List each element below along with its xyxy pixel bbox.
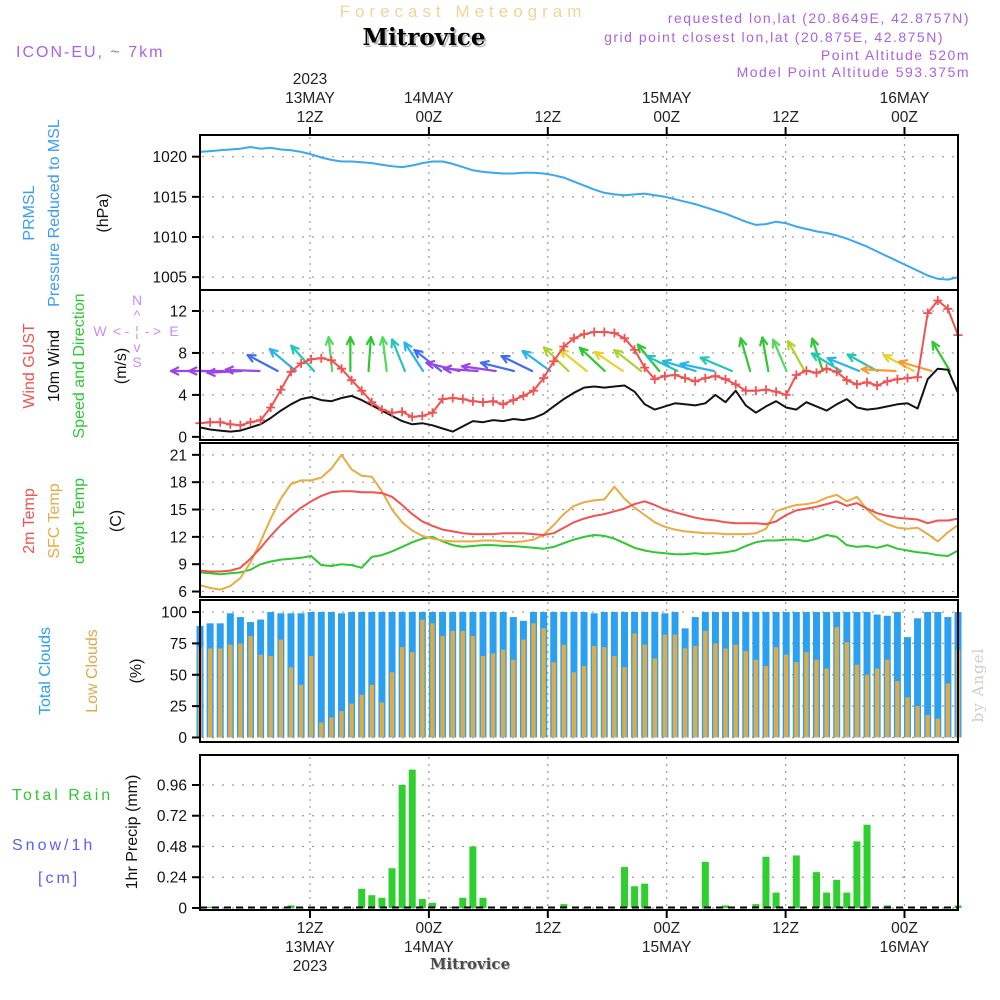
- precip-bar: [813, 872, 820, 908]
- low-clouds-bar: [774, 647, 778, 737]
- bottom-date-label: 15MAY: [641, 939, 692, 956]
- low-clouds-bar: [885, 660, 889, 738]
- low-clouds-bar: [592, 646, 596, 738]
- y-tick-label: 12: [169, 529, 187, 547]
- low-clouds-label: Low Clouds: [84, 629, 101, 713]
- wind-direction-arrow: [189, 368, 223, 375]
- low-clouds-bar: [875, 668, 879, 737]
- footer-station-label: Mitrovice: [429, 955, 511, 973]
- low-clouds-bar: [835, 627, 839, 737]
- precip-bar: [469, 846, 476, 908]
- low-clouds-bar: [329, 717, 333, 737]
- low-clouds-bar: [339, 711, 343, 737]
- bottom-date-label: 00Z: [891, 920, 918, 937]
- low-clouds-bar: [521, 640, 525, 738]
- precip-bar: [358, 889, 365, 908]
- precip-bar: [389, 868, 396, 908]
- top-date-label: 14MAY: [404, 90, 454, 107]
- low-clouds-bar: [461, 631, 465, 738]
- low-clouds-bar: [279, 640, 283, 738]
- low-clouds-bar: [248, 636, 252, 738]
- bottom-date-label: 16MAY: [879, 939, 930, 956]
- top-date-label: 2023: [292, 71, 328, 88]
- low-clouds-bar: [511, 660, 515, 738]
- low-clouds-bar: [693, 646, 697, 738]
- precip-bar: [399, 785, 406, 908]
- bottom-date-label: 13MAY: [285, 939, 335, 956]
- precip-bar: [641, 884, 648, 908]
- low-clouds-bar: [824, 668, 828, 737]
- precip-bar: [773, 893, 780, 908]
- top-date-label: 15MAY: [641, 90, 692, 107]
- bottom-date-label: 12Z: [534, 920, 562, 937]
- top-date-label: 12Z: [296, 109, 324, 126]
- low-clouds-bar: [380, 702, 384, 737]
- low-clouds-bar: [915, 706, 919, 737]
- panel-temp: [170, 443, 958, 601]
- precip-bar: [368, 895, 375, 908]
- y-tick-label: 0.48: [156, 838, 187, 856]
- compass-center: ¦: [135, 323, 139, 339]
- y-tick-label: 18: [169, 474, 187, 492]
- cm-label: [cm]: [38, 870, 81, 887]
- temp-dewpt-label: dewpt Temp: [71, 478, 88, 564]
- panel-clouds: [161, 600, 961, 747]
- precip-bar: [823, 893, 830, 908]
- low-clouds-bar: [309, 656, 313, 738]
- precip-bar: [722, 905, 729, 908]
- low-clouds-bar: [572, 672, 576, 737]
- y-tick-label: 25: [169, 698, 187, 716]
- low-clouds-bar: [400, 647, 404, 737]
- precip-bar: [459, 898, 466, 908]
- low-clouds-bar: [612, 656, 616, 738]
- low-clouds-bar: [501, 650, 505, 738]
- y-tick-label: 1005: [152, 269, 187, 287]
- y-tick-label: 21: [169, 447, 187, 465]
- grid-point-text: grid point closest lon,lat (20.875E, 42.875N): [604, 29, 944, 45]
- temp-2m-label: 2m Temp: [21, 488, 38, 554]
- wind-direction-arrow: [367, 337, 374, 371]
- model-point-altitude-text: Model Point Altitude 593.375m: [736, 64, 970, 80]
- precip-bar: [702, 862, 709, 908]
- low-clouds-bar: [450, 631, 454, 738]
- wind-direction-arrow: [884, 355, 914, 371]
- model-name-label: ICON-EU, ~ 7km: [16, 44, 165, 61]
- panel-border: [200, 755, 958, 910]
- low-clouds-bar: [390, 672, 394, 737]
- low-clouds-bar: [713, 643, 717, 737]
- station-title: Mitrovice: [362, 24, 486, 51]
- precip-bar: [793, 855, 800, 908]
- low-clouds-bar: [663, 635, 667, 738]
- precip-bar: [864, 825, 871, 908]
- wind-direction-arrow: [862, 366, 896, 373]
- y-tick-label: 1020: [152, 149, 187, 167]
- low-clouds-bar: [622, 667, 626, 737]
- low-clouds-bar: [218, 648, 222, 737]
- low-clouds-bar: [420, 620, 424, 738]
- bottom-date-label: 00Z: [653, 920, 681, 937]
- wind-direction-arrow: [326, 337, 333, 371]
- low-clouds-bar: [541, 628, 545, 737]
- low-clouds-bar: [349, 704, 353, 738]
- precip-bar: [378, 898, 385, 908]
- low-clouds-bar: [703, 631, 707, 738]
- ms-unit-label: (m/s): [113, 347, 130, 385]
- y-tick-label: 12: [169, 303, 187, 321]
- bottom-date-label: 2023: [292, 958, 328, 975]
- low-clouds-bar: [673, 635, 677, 738]
- wind-direction-arrow: [932, 342, 950, 371]
- y-tick-label: 8: [178, 345, 187, 363]
- low-clouds-bar: [269, 656, 273, 738]
- wind-direction-arrow: [414, 350, 441, 371]
- bottom-date-label: 12Z: [296, 920, 324, 937]
- pressure-reduced-label: Pressure Reduced to MSL: [46, 119, 63, 307]
- low-clouds-bar: [299, 685, 303, 738]
- wind-direction-arrow: [773, 340, 787, 371]
- low-clouds-bar: [360, 695, 364, 738]
- precip-bar: [762, 857, 769, 908]
- wind-direction-arrow: [347, 337, 354, 371]
- low-clouds-bar: [410, 652, 414, 737]
- y-tick-label: 9: [178, 556, 187, 574]
- precip-bar: [479, 898, 486, 908]
- precip-bar: [843, 893, 850, 908]
- low-clouds-bar: [430, 623, 434, 737]
- compass-e: E: [169, 323, 179, 339]
- watermark-by-angel: by Angel: [969, 647, 987, 723]
- low-clouds-bar: [794, 662, 798, 737]
- wind-gust-label: Wind GUST: [21, 323, 38, 409]
- y-tick-label: 1010: [152, 229, 187, 247]
- precip-unit-label: 1hr Precip (mm): [124, 774, 141, 890]
- low-clouds-bar: [925, 715, 929, 738]
- panel-precip: [157, 755, 962, 918]
- low-clouds-bar: [895, 681, 899, 737]
- wind-direction-arrow: [739, 338, 750, 371]
- y-tick-label: 15: [169, 502, 187, 520]
- low-clouds-bar: [784, 655, 788, 738]
- y-tick-label: 4: [178, 387, 187, 405]
- point-altitude-text: Point Altitude 520m: [820, 47, 970, 63]
- top-date-label: 00Z: [891, 109, 918, 126]
- low-clouds-bar: [319, 722, 323, 737]
- low-clouds-bar: [683, 648, 687, 737]
- y-tick-label: 0.72: [156, 808, 187, 826]
- compass-dash-right: -: [144, 323, 150, 339]
- compass-up-arrow: ^: [133, 307, 141, 323]
- y-tick-label: 100: [161, 604, 187, 622]
- low-clouds-bar: [936, 719, 940, 738]
- low-clouds-bar: [865, 675, 869, 738]
- series-wind-gust: [200, 301, 958, 426]
- low-clouds-bar: [602, 647, 606, 737]
- y-tick-label: 50: [169, 667, 187, 685]
- wind-direction-arrow: [760, 338, 768, 371]
- y-tick-label: 0: [178, 900, 187, 918]
- y-tick-label: 6: [178, 584, 187, 602]
- total-rain-label: Total Rain: [12, 787, 114, 804]
- top-date-label: 00Z: [415, 109, 443, 126]
- low-clouds-bar: [531, 623, 535, 737]
- low-clouds-bar: [440, 636, 444, 738]
- low-clouds-bar: [582, 666, 586, 738]
- precip-bar: [833, 880, 840, 908]
- low-clouds-bar: [228, 645, 232, 738]
- gust-plus-markers: [196, 296, 963, 430]
- low-clouds-bar: [814, 660, 818, 738]
- snow-label: Snow/1h: [12, 837, 96, 854]
- panel-wind: [170, 290, 963, 446]
- low-clouds-bar: [562, 645, 566, 738]
- series-dewpt-temp: [200, 535, 958, 574]
- y-tick-label: 0.24: [156, 869, 187, 887]
- low-clouds-bar: [744, 651, 748, 738]
- compass-right-arrow: >: [152, 323, 162, 339]
- bottom-date-label: 14MAY: [404, 939, 454, 956]
- y-tick-label: 75: [169, 635, 187, 653]
- low-clouds-bar: [754, 660, 758, 738]
- low-clouds-bar: [733, 645, 737, 738]
- compass-s: S: [132, 354, 142, 370]
- wind-direction-arrow: [405, 342, 424, 371]
- low-clouds-bar: [481, 656, 485, 738]
- compass-n: N: [131, 292, 143, 308]
- compass-left-arrow: <: [112, 323, 122, 339]
- low-clouds-bar: [905, 697, 909, 737]
- wind-direction-arrow: [392, 339, 405, 371]
- low-clouds-bar: [804, 652, 808, 737]
- low-clouds-bar: [845, 642, 849, 737]
- low-clouds-bar: [855, 665, 859, 738]
- y-tick-label: 1015: [152, 189, 187, 207]
- y-tick-label: 0: [178, 429, 187, 447]
- top-date-label: 12Z: [534, 109, 562, 126]
- hpa-unit-label: (hPa): [95, 193, 112, 233]
- precip-bar: [853, 841, 860, 908]
- total-clouds-bar: [318, 612, 325, 737]
- bottom-date-label: 00Z: [415, 920, 443, 937]
- top-date-label: 00Z: [653, 109, 681, 126]
- low-clouds-bar: [723, 648, 727, 737]
- pct-unit-label: (%): [128, 658, 145, 684]
- low-clouds-bar: [764, 666, 768, 738]
- temp-sfc-label: SFC Temp: [46, 483, 63, 559]
- wind-direction-arrow: [828, 358, 860, 371]
- low-clouds-bar: [653, 658, 657, 737]
- low-clouds-bar: [370, 685, 374, 738]
- panel-pressure: [153, 135, 958, 290]
- bottom-date-label: 12Z: [772, 920, 799, 937]
- series-sfc-temp: [200, 455, 958, 590]
- panel-border: [200, 135, 958, 290]
- low-clouds-bar: [238, 643, 242, 737]
- requested-lonlat-text: requested lon,lat (20.8649E, 42.8757N): [667, 10, 970, 26]
- y-tick-label: 0: [178, 729, 187, 747]
- precip-bar: [621, 867, 628, 908]
- low-clouds-bar: [642, 645, 646, 738]
- top-date-label: 16MAY: [879, 90, 930, 107]
- low-clouds-bar: [258, 655, 262, 738]
- forecast-meteogram-title: Forecast Meteogram: [339, 2, 587, 21]
- low-clouds-bar: [632, 633, 636, 737]
- wind-direction-arrow: [226, 367, 260, 374]
- low-clouds-bar: [208, 648, 212, 737]
- wind-direction-arrow: [681, 362, 714, 371]
- low-clouds-bar: [491, 653, 495, 737]
- precip-bar: [409, 770, 416, 908]
- top-date-label: 13MAY: [285, 90, 335, 107]
- low-clouds-bar: [289, 667, 293, 737]
- compass-down-arrow: v: [133, 339, 141, 355]
- low-clouds-bar: [946, 684, 950, 738]
- compass-w: W: [93, 323, 107, 339]
- wind-direction-arrow: [788, 341, 804, 371]
- total-clouds-label: Total Clouds: [37, 626, 54, 716]
- low-clouds-bar: [552, 662, 556, 737]
- precip-bar: [631, 886, 638, 908]
- y-tick-label: 0.96: [156, 777, 187, 795]
- wind-direction-arrow: [380, 337, 387, 371]
- series-prmsl: [200, 147, 958, 280]
- top-date-label: 12Z: [772, 109, 799, 126]
- prmsl-label: PRMSL: [21, 185, 38, 241]
- compass-dash-left: -: [124, 323, 130, 339]
- wind-10m-label: 10m Wind: [46, 329, 63, 403]
- low-clouds-bar: [471, 636, 475, 738]
- c-unit-label: (C): [108, 509, 125, 533]
- speed-direction-label: Speed and Direction: [71, 293, 88, 439]
